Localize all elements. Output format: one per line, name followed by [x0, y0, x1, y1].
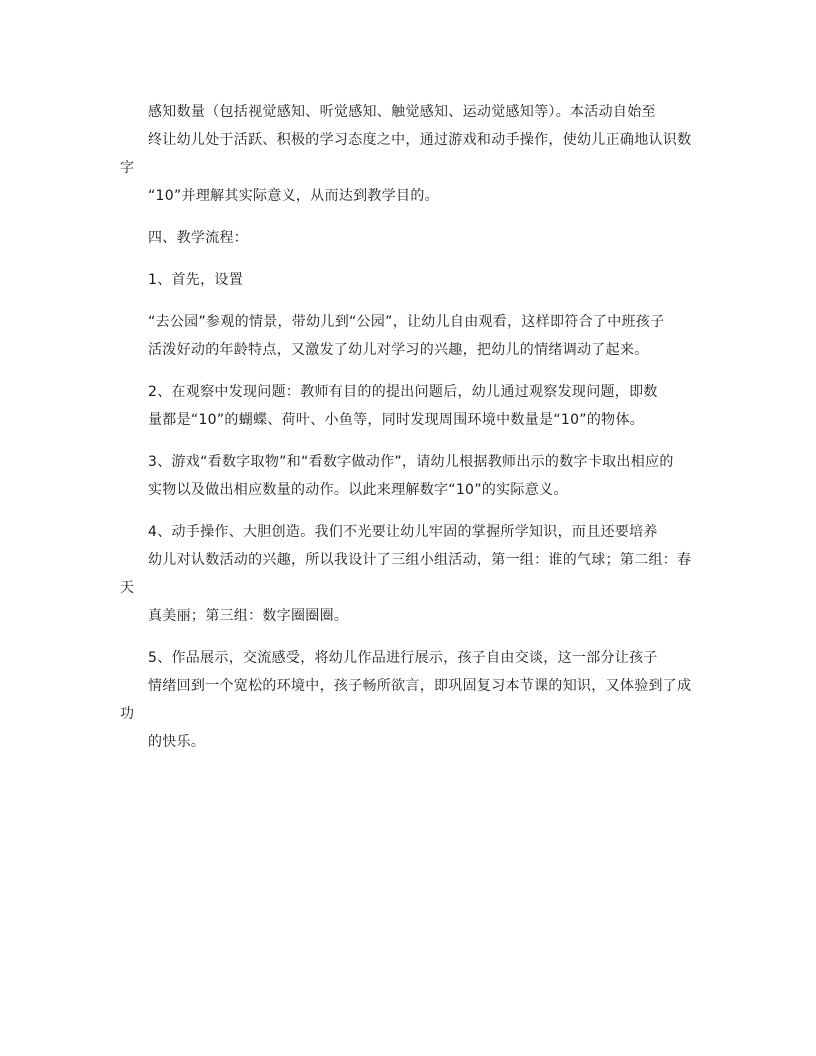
text-line: 1、首先，设置 — [148, 272, 244, 288]
paragraph-perception-intro — [120, 98, 696, 210]
paragraph-step-3 — [120, 448, 696, 504]
text-line: 3、游戏“看数字取物”和“看数字做动作”，请幼儿根据教师出示的数字卡取出相应的 — [148, 454, 674, 470]
text-line: 5、作品展示，交流感受，将幼儿作品进行展示，孩子自由交谈，这一部分让孩子 — [148, 650, 658, 666]
text-line: 2、在观察中发现问题：教师有目的的提出问题后，幼儿通过观察发现问题，即数 — [148, 384, 658, 400]
text-line: 情绪回到一个宽松的环境中，孩子畅所欲言，即巩固复习本节课的知识，又体验到了成功 — [120, 678, 692, 722]
text-line: 活泼好动的年龄特点，又激发了幼儿对学习的兴趣，把幼儿的情绪调动了起来。 — [148, 342, 649, 358]
document-body — [120, 98, 696, 770]
heading-text: 四、教学流程： — [148, 230, 249, 246]
text-line: 终让幼儿处于活跃、积极的学习态度之中，通过游戏和动手操作，使幼儿正确地认识数字 — [120, 132, 692, 176]
text-line: “去公园”参观的情景，带幼儿到“公园”，让幼儿自由观看，这样即符合了中班孩子 — [148, 314, 665, 330]
text-line: 幼儿对认数活动的兴趣，所以我设计了三组小组活动，第一组：谁的气球；第二组：春天 — [120, 552, 692, 596]
text-line: 量都是“10”的蝴蝶、荷叶、小鱼等，同时发现周围环境中数量是“10”的物体。 — [148, 412, 645, 428]
text-line: 4、动手操作、大胆创造。我们不光要让幼儿牢固的掌握所学知识，而且还要培养 — [148, 524, 658, 540]
text-line: 真美丽；第三组：数字圈圈圈。 — [148, 608, 349, 624]
paragraph-step-2 — [120, 378, 696, 434]
text-line: 实物以及做出相应数量的动作。以此来理解数字“10”的实际意义。 — [148, 482, 568, 498]
paragraph-step-1-body — [120, 308, 696, 364]
paragraph-step-1-title — [120, 266, 696, 294]
text-line: “10”并理解其实际意义，从而达到教学目的。 — [148, 188, 439, 204]
paragraph-step-5 — [120, 644, 696, 756]
section-heading-teaching-process — [120, 224, 696, 252]
text-line: 的快乐。 — [148, 734, 206, 750]
text-line: 感知数量（包括视觉感知、听觉感知、触觉感知、运动觉感知等）。本活动自始至 — [148, 104, 656, 120]
paragraph-step-4 — [120, 518, 696, 630]
